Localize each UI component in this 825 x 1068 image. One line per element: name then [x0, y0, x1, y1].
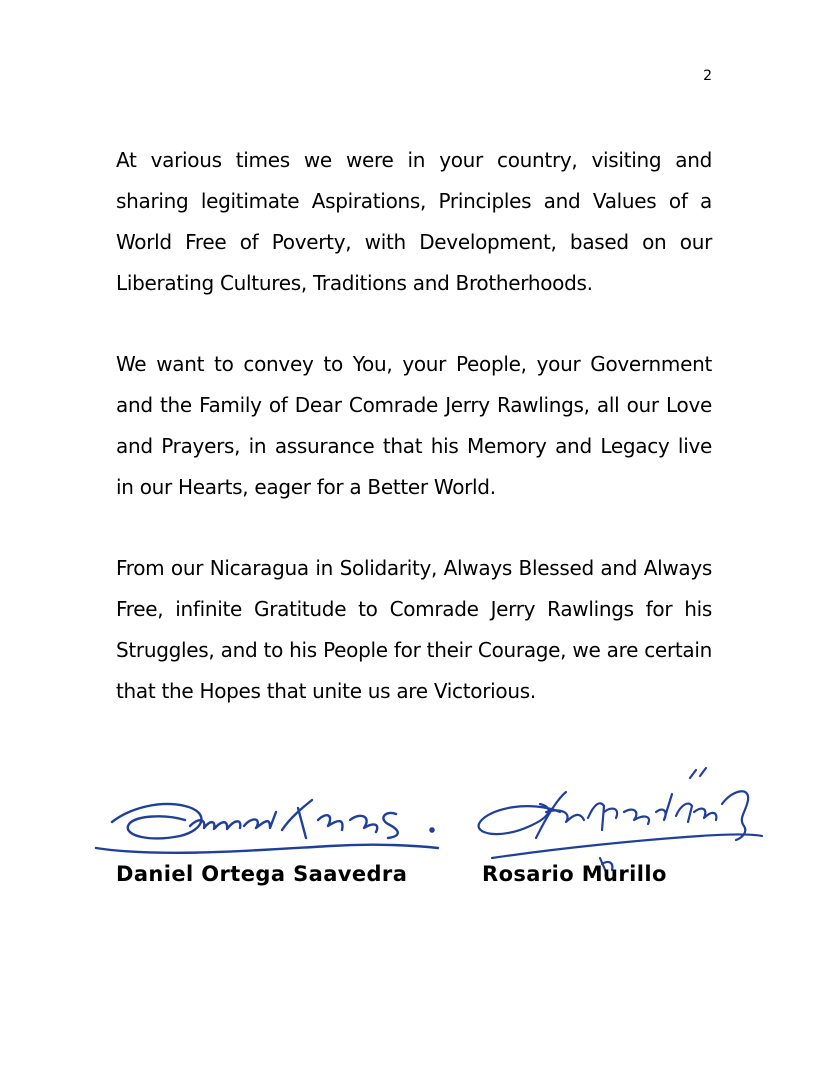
letter-body	[116, 140, 712, 752]
signature-rosario-murillo	[479, 768, 762, 872]
paragraph-visits: At various times we were in your country, visiting and sharing legitimate Aspirations, Principles and Values of a World Free of Poverty, with Development, based on our Liberating Cultures, Traditions and Brotherhoods.	[116, 148, 712, 295]
signature-daniel-ortega	[96, 800, 438, 853]
paragraph-gratitude: From our Nicaragua in Solidarity, Always Blessed and Always Free, infinite Gratitude to Comrade Jerry Rawlings for his Struggles, and to his People for their Courage, we are certain that the Hopes that unite us are Victorious.	[116, 556, 712, 703]
paragraph-condolences: We want to convey to You, your People, your Government and the Family of Dear Comrade Jerry Rawlings, all our Love and Prayers, in assurance that his Memory and Legacy live in our Hearts, eager for a Better World.	[116, 352, 712, 499]
signatory-name-rosario-murillo: Rosario Murillo	[482, 862, 667, 886]
page-number: 2	[703, 68, 712, 84]
signatory-name-daniel-ortega: Daniel Ortega Saavedra	[116, 862, 408, 886]
